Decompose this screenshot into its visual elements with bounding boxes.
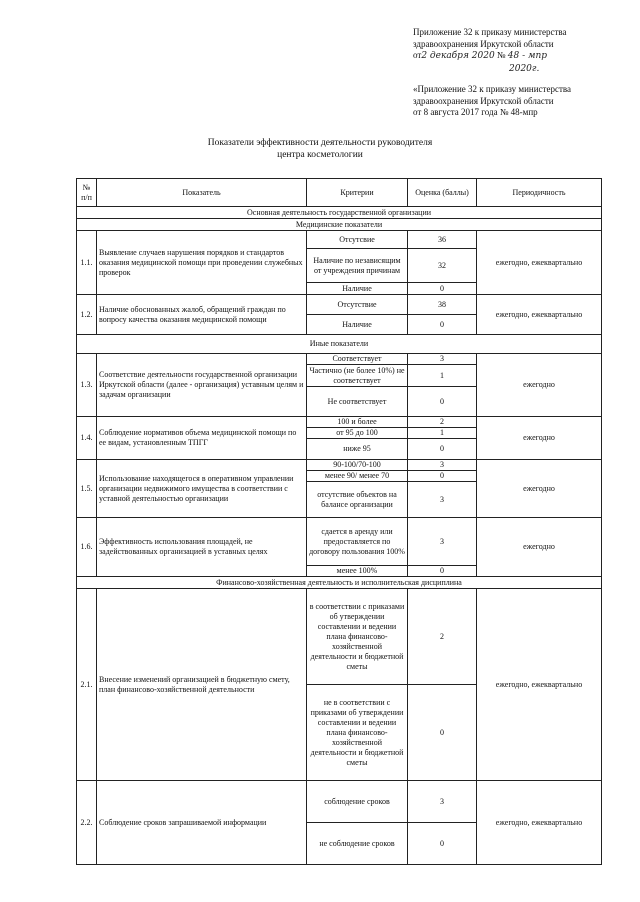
header-line-2: здравоохранения Иркутской области bbox=[413, 38, 554, 49]
header-line-1: Приложение 32 к приказу министерства bbox=[413, 27, 567, 37]
table-row: 1.4. Соблюдение нормативов объема медицинской помощи по ее видам, установленным ТПГГ 100 и более 2 ежегодно bbox=[77, 417, 602, 428]
title-line-2: центра косметологии bbox=[277, 150, 363, 160]
col-header-score: Оценка (баллы) bbox=[408, 179, 477, 207]
header-line-5: здравоохранения Иркутской области bbox=[413, 95, 554, 106]
table-row: 2.2. Соблюдение сроков запрашиваемой информации соблюдение сроков 3 ежегодно, ежеквартально bbox=[77, 781, 602, 823]
table-row: менее 90/ менее 70 0 bbox=[77, 471, 602, 482]
section-other-indicators: Иные показатели bbox=[77, 335, 602, 354]
table-row: менее 100% 0 bbox=[77, 566, 602, 577]
section-finance-discipline: Финансово-хозяйственная деятельность и исполнительская дисциплина bbox=[77, 577, 602, 589]
header-number-label: № bbox=[496, 50, 506, 60]
table-row: Частично (не более 10%) не соответствует 1 bbox=[77, 365, 602, 387]
table-row: не в соответствии с приказами об утверждении составлении и ведении плана финансово-хозяйственной деятельности и бюджетной сметы 0 bbox=[77, 685, 602, 781]
table-row: 1.1. Выявление случаев нарушения порядков и стандартов оказания медицинской помощи при проведении служебных проверок Отсутсвие 36 ежегодно, ежеквартально bbox=[77, 231, 602, 249]
handwritten-year: 2020г. bbox=[509, 63, 540, 74]
table-row: Наличие 0 bbox=[77, 283, 602, 295]
col-header-criteria: Критерии bbox=[307, 179, 408, 207]
header-line-6: от 8 августа 2017 года № 48-мпр bbox=[413, 107, 538, 117]
title-line-1: Показатели эффективности деятельности руководителя bbox=[207, 138, 433, 148]
header-date-prefix: от bbox=[413, 50, 422, 60]
table-row: от 95 до 100 1 bbox=[77, 428, 602, 439]
table-row: Наличие 0 bbox=[77, 315, 602, 335]
table-header-row bbox=[77, 179, 602, 207]
col-header-number: № п/п bbox=[77, 179, 97, 207]
table-row: 2.1. Внесение изменений организацией в бюджетную смету, план финансово-хозяйственной деятельности в соответствии с приказами об утверждении составлении и ведении плана финансово-хозяйственной деятельности и бюджетной сметы 2 ежегодно, ежеквартально bbox=[77, 589, 602, 685]
col-header-indicator: Показатель bbox=[97, 179, 307, 207]
table-row: 1.2. Наличие обоснованных жалоб, обращений граждан по вопросу качества оказания медицинской помощи Отсутствие 38 ежегодно, ежеквартально bbox=[77, 295, 602, 315]
table-row: 1.5. Использование находящегося в оперативном управлении организации недвижимого имущества в соответствии с уставной деятельностью организации 90-100/70-100 3 ежегодно bbox=[77, 460, 602, 471]
handwritten-number: 48 - мпр bbox=[507, 51, 547, 61]
table-row: 1.6. Эффективность использования площадей, не задействованных организацией в уставных целях сдается в аренду или предоставляется по договору пользования 100% 3 ежегодно bbox=[77, 518, 602, 566]
indicators-table bbox=[76, 178, 602, 865]
table-row: Наличие по независящим от учреждения причинам 32 bbox=[77, 249, 602, 283]
table-row: ниже 95 0 bbox=[77, 439, 602, 460]
handwritten-date: 2 декабря 2020 bbox=[421, 51, 495, 61]
table-row: 1.3. Соответствие деятельности государственной организации Иркутской области (далее - организация) уставным целям и задачам организации Соответствует 3 ежегодно bbox=[77, 354, 602, 365]
approval-header bbox=[413, 27, 613, 119]
col-header-period: Периодичность bbox=[477, 179, 602, 207]
table-row: отсутствие объектов на балансе организации 3 bbox=[77, 482, 602, 518]
section-medical-indicators: Медицинские показатели bbox=[77, 219, 602, 231]
table-row: Не соответствует 0 bbox=[77, 387, 602, 417]
header-line-3 bbox=[413, 50, 613, 63]
section-main-activity: Основная деятельность государственной организации bbox=[77, 207, 602, 219]
header-line-4: «Приложение 32 к приказу министерства bbox=[413, 84, 572, 94]
table-row: не соблюдение сроков 0 bbox=[77, 823, 602, 865]
document-title bbox=[0, 137, 640, 161]
